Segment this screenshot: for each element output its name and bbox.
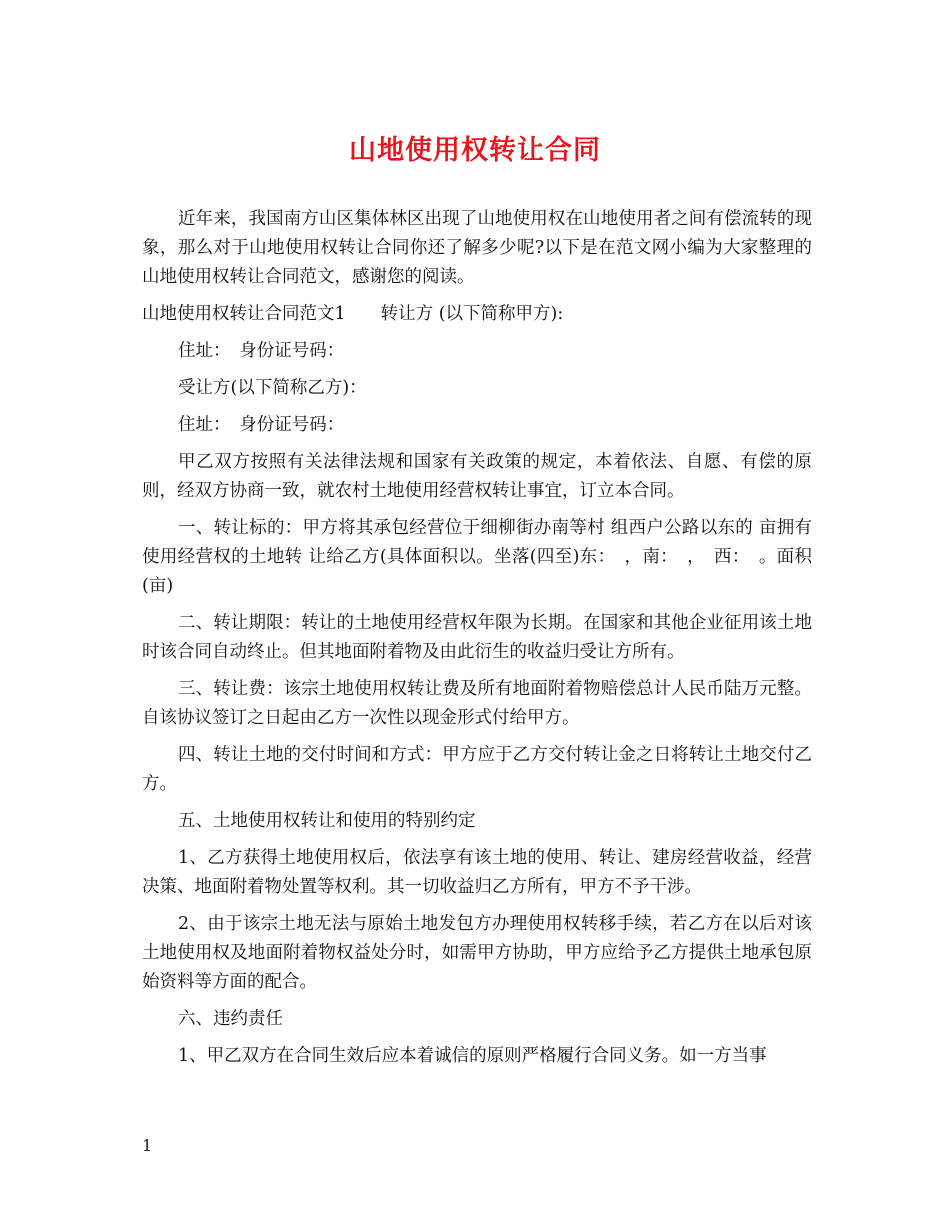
paragraph-intro: 近年来，我国南方山区集体林区出现了山地使用权在山地使用者之间有偿流转的现象，那么对于山地使用权转让合同你还了解多少呢?以下是在范文网小编为大家整理的山地使用权转让合同范文，感谢您的阅读。	[142, 209, 812, 287]
paragraph-clause-6-1: 1、甲乙双方在合同生效后应本着诚信的原则严格履行合同义务。如一方当事	[178, 1046, 767, 1066]
paragraph-clause-5-1: 1、乙方获得土地使用权后，依法享有该土地的使用、转让、建房经营收益，经营决策、地面附着物处置等权利。其一切收益归乙方所有，甲方不予干涉。	[142, 848, 812, 897]
paragraph-transferee: 受让方(以下简称乙方)：	[178, 378, 367, 398]
paragraph-preamble: 甲乙双方按照有关法律法规和国家有关政策的规定，本着依法、自愿、有偿的原则，经双方协商一致，就农村土地使用经营权转让事宜，订立本合同。	[142, 452, 812, 501]
paragraph-clause-5-2: 2、由于该宗土地无法与原始土地发包方办理使用权转移手续，若乙方在以后对该土地使用权及地面附着物权益处分时，如需甲方协助，甲方应给予乙方提供土地承包原始资料等方面的配合。	[142, 914, 812, 992]
page-number: 1	[142, 1136, 153, 1155]
paragraph-clause-1: 一、转让标的：甲方将其承包经营位于细柳街办南等村 组西户公路以东的 亩拥有使用经营权的土地转 让给乙方(具体面积以。坐落(四至)东： ，南： ， 西： 。面积 (亩)	[142, 518, 818, 596]
paragraph-clause-4: 四、转让土地的交付时间和方式：甲方应于乙方交付转让金之日将转让土地交付乙方。	[142, 745, 812, 794]
paragraph-clause-2: 二、转让期限：转让的土地使用经营权年限为长期。在国家和其他企业征用该土地时该合同自动终止。但其地面附着物及由此衍生的收益归受让方所有。	[142, 613, 812, 662]
paragraph-transferor-address: 住址： 身份证号码：	[178, 341, 345, 361]
document-title: 山地使用权转让合同	[349, 135, 601, 166]
paragraph-clause-3: 三、转让费：该宗土地使用权转让费及所有地面附着物赔偿总计人民币陆万元整。自该协议签订之日起由乙方一次性以现金形式付给甲方。	[142, 679, 812, 728]
paragraph-clause-6-heading: 六、违约责任	[178, 1009, 283, 1029]
paragraph-clause-5-heading: 五、土地使用权转让和使用的特别约定	[178, 811, 476, 831]
paragraph-transferee-address: 住址： 身份证号码：	[178, 415, 345, 435]
document-body	[142, 205, 818, 1079]
paragraph-sample-heading: 山地使用权转让合同范文1 转让方 (以下简称甲方):	[142, 304, 564, 324]
